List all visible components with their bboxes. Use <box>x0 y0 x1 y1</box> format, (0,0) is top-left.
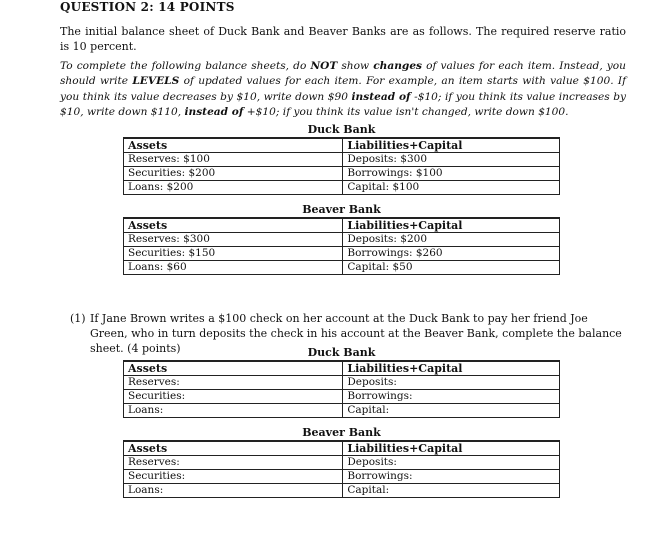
asset-cell: Loans: $60 <box>124 261 343 275</box>
initial-duck-balance-sheet <box>123 123 560 195</box>
instr-text-5: -$10; if you think its value increases by $10, write down $110, <box>60 90 626 118</box>
asset-answer-cell[interactable]: Reserves: <box>124 456 343 470</box>
liability-cell: Deposits: $300 <box>343 153 560 167</box>
answer-beaver-balance-sheet <box>123 426 560 498</box>
intro-paragraph: The initial balance sheet of Duck Bank and Beaver Banks are as follows. The required reserve ratio is 10 percent. <box>60 25 626 53</box>
assets-header: Assets <box>124 441 343 456</box>
liability-answer-cell[interactable]: Borrowings: <box>343 390 560 404</box>
question-heading: QUESTION 2: 14 POINTS <box>60 0 235 14</box>
question-number: (1) <box>70 312 86 325</box>
asset-cell: Reserves: $100 <box>124 153 343 167</box>
assets-header: Assets <box>124 361 343 376</box>
instr-text-1: To complete the following balance sheets, do <box>60 60 311 72</box>
liability-cell: Borrowings: $260 <box>343 247 560 261</box>
asset-cell: Loans: $200 <box>124 181 343 195</box>
asset-answer-cell[interactable]: Loans: <box>124 484 343 498</box>
liability-cell: Deposits: $200 <box>343 233 560 247</box>
asset-answer-cell[interactable]: Loans: <box>124 404 343 418</box>
instr-text-4: of updated values for each item. For example, an item starts with value $100. If you think its value decreases by $10, write down $90 <box>60 75 626 103</box>
liabilities-header: Liabilities+Capital <box>343 138 560 153</box>
liability-cell: Capital: $50 <box>343 261 560 275</box>
liabilities-header: Liabilities+Capital <box>343 218 560 233</box>
initial-beaver-balance-sheet <box>123 203 560 275</box>
assets-header: Assets <box>124 218 343 233</box>
liability-answer-cell[interactable]: Capital: <box>343 484 560 498</box>
asset-answer-cell[interactable]: Securities: <box>124 470 343 484</box>
liability-answer-cell[interactable]: Capital: <box>343 404 560 418</box>
instr-text-3: of values for each item. Instead, you should write <box>60 60 626 88</box>
question-text: If Jane Brown writes a $100 check on her account at the Duck Bank to pay her friend Joe Green, who in turn deposits the check in his account at the Beaver Bank, complete the balance sheet. (4 points) <box>90 312 622 355</box>
instr-bold-instead-1: instead of <box>351 90 411 103</box>
asset-cell: Securities: $150 <box>124 247 343 261</box>
liability-answer-cell[interactable]: Deposits: <box>343 376 560 390</box>
asset-answer-cell[interactable]: Securities: <box>124 390 343 404</box>
liabilities-header: Liabilities+Capital <box>343 361 560 376</box>
instr-bold-changes: changes <box>373 60 423 72</box>
instr-text-6: +$10; if you think its value isn't changed, write down $100. <box>243 105 569 118</box>
asset-answer-cell[interactable]: Reserves: <box>124 376 343 390</box>
sheet-title: Beaver Bank <box>302 426 381 439</box>
instructions-paragraph <box>60 59 626 120</box>
instr-bold-not: NOT <box>310 60 338 72</box>
liability-answer-cell[interactable]: Deposits: <box>343 456 560 470</box>
instr-bold-levels: LEVELS <box>132 75 180 88</box>
instr-text-2: show <box>337 60 374 72</box>
assets-header: Assets <box>124 138 343 153</box>
answer-duck-balance-sheet <box>123 346 560 418</box>
liability-cell: Borrowings: $100 <box>343 167 560 181</box>
sheet-title: Duck Bank <box>307 346 376 359</box>
liability-answer-cell[interactable]: Borrowings: <box>343 470 560 484</box>
liabilities-header: Liabilities+Capital <box>343 441 560 456</box>
sheet-title: Duck Bank <box>307 123 376 136</box>
asset-cell: Reserves: $300 <box>124 233 343 247</box>
instr-bold-instead-2: instead of <box>184 105 244 118</box>
asset-cell: Securities: $200 <box>124 167 343 181</box>
liability-cell: Capital: $100 <box>343 181 560 195</box>
sheet-title: Beaver Bank <box>302 203 381 216</box>
